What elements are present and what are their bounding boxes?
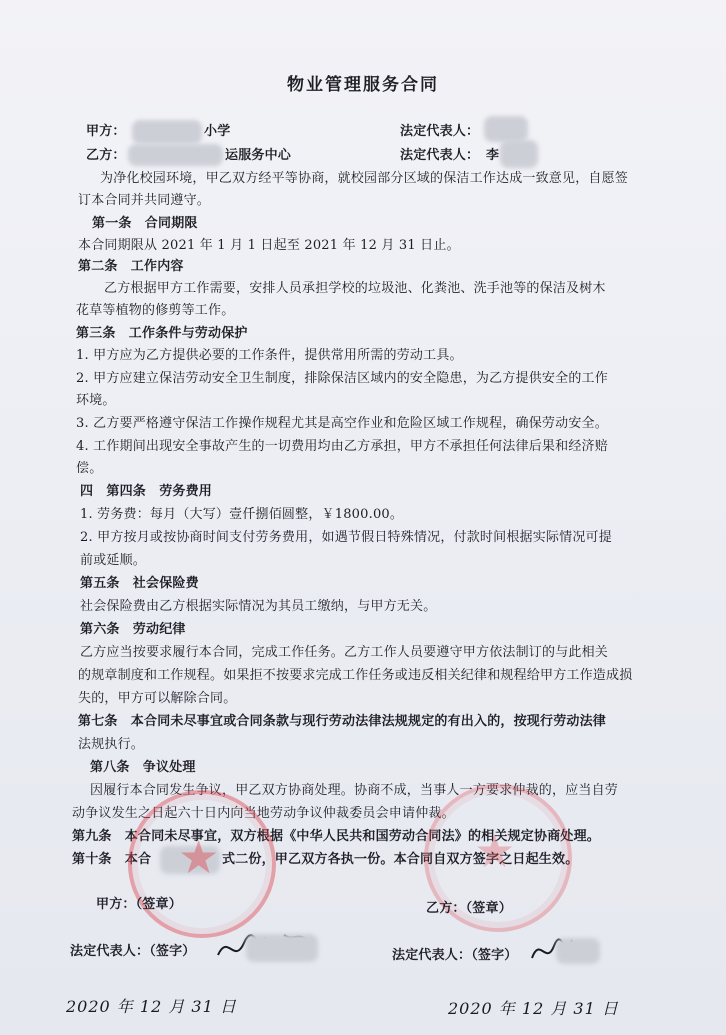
article-line: 2. 甲方应建立保洁劳动安全卫生制度，排除保洁区域内的安全隐患，为乙方提供安全的工作 bbox=[76, 371, 608, 386]
party-a-label: 甲方： bbox=[86, 124, 126, 139]
party-a-name-fragment: 小学 bbox=[204, 124, 231, 139]
article-heading: 第十条 本合 bbox=[72, 852, 152, 867]
document-title: 物业管理服务合同 bbox=[287, 75, 439, 95]
article-line: 前或延顺。 bbox=[80, 553, 147, 568]
article-line: 因履行本合同发生争议，甲乙双方协商处理。协商不成，当事人一方要求仲裁的，应当自劳 bbox=[90, 783, 619, 798]
article-line: 动争议发生之日起六十日内向当地劳动争议仲裁委员会申请仲裁。 bbox=[72, 806, 455, 821]
article-heading: 第七条 本合同未尽事宜或合同条款与现行劳动法律法规规定的有出入的，按现行劳动法律 bbox=[78, 714, 607, 729]
intro-line: 为净化校园环境，甲乙双方经平等协商，就校园部分区域的保洁工作达成一致意见，自愿签 bbox=[100, 171, 629, 186]
article-line: 法规执行。 bbox=[78, 737, 145, 752]
article-line: 1. 甲方应为乙方提供必要的工作条件，提供常用所需的劳动工具。 bbox=[76, 348, 463, 363]
article-line: 环境。 bbox=[76, 393, 116, 408]
article-line: 花草等植物的修剪等工作。 bbox=[76, 303, 235, 318]
party-b-rep-sign-label: 法定代表人：（签字） bbox=[392, 948, 518, 963]
party-a-rep-label: 法定代表人： bbox=[400, 124, 480, 139]
article-line: 失的，甲方可以解除合同。 bbox=[78, 691, 237, 706]
article-line: 乙方应当按要求履行本合同，完成工作任务。乙方工作人员要遵守甲方依法制订的与此相关 bbox=[80, 645, 609, 660]
seal-star-icon: ★ bbox=[474, 824, 516, 878]
party-a-seal-label: 甲方：（签章） bbox=[96, 897, 182, 912]
article-line: 社会保险费由乙方根据实际情况为其员工缴纳，与甲方无关。 bbox=[80, 599, 437, 614]
party-a-sign-date: 2020 年 12 月 31 日 bbox=[66, 997, 237, 1016]
article-heading: 第六条 劳动纪律 bbox=[80, 622, 186, 637]
redaction-blur bbox=[500, 140, 538, 168]
party-a-rep-sign-label: 法定代表人：（签字） bbox=[70, 944, 196, 959]
party-b-sign-date: 2020 年 12 月 31 日 bbox=[448, 999, 619, 1018]
article-line: 的规章制度和工作规程。如果拒不按要求完成工作任务或违反相关纪律和规程给甲方工作造成损 bbox=[78, 668, 633, 683]
article-line: 本合同期限从 2021 年 1 月 1 日起至 2021 年 12 月 31 日止。 bbox=[78, 238, 460, 253]
article-line: 乙方根据甲方工作需要，安排人员承担学校的垃圾池、化粪池、洗手池等的保洁及树木 bbox=[104, 281, 606, 296]
article-line: 4. 工作期间出现安全事故产生的一切费用均由乙方承担，甲方不承担任何法律后果和经济赔 bbox=[76, 439, 608, 454]
party-b-seal-label: 乙方：（签章） bbox=[426, 901, 512, 916]
article-heading: 第二条 工作内容 bbox=[78, 259, 184, 274]
article-heading: 第三条 工作条件与劳动保护 bbox=[76, 326, 248, 341]
article-line: 1. 劳务费：每月（大写）壹仟捌佰圆整，￥1800.00。 bbox=[80, 507, 404, 522]
redaction-blur bbox=[132, 120, 202, 144]
seal-star-icon: ★ bbox=[178, 830, 220, 884]
article-line: 偿。 bbox=[76, 461, 103, 476]
redaction-blur bbox=[484, 116, 528, 142]
party-b-label: 乙方： bbox=[86, 148, 126, 163]
article-line: 3. 乙方要严格遵守保洁工作操作规程尤其是高空作业和危险区域工作规程，确保劳动安全。 bbox=[76, 416, 608, 431]
party-b-rep-label: 法定代表人： bbox=[400, 148, 480, 163]
party-b-rep-fragment: 李 bbox=[486, 148, 500, 163]
party-b-name-fragment: 运服务中心 bbox=[225, 148, 292, 163]
article-heading: 第九条 本合同未尽事宜，双方根据《中华人民共和国劳动合同法》的相关规定协商处理。 bbox=[72, 829, 601, 844]
article-heading: 第五条 社会保险费 bbox=[80, 576, 199, 591]
article-line: 式二份，甲乙双方各执一份。本合同自双方签字之日起生效。 bbox=[222, 852, 579, 867]
article-heading: 四 第四条 劳务费用 bbox=[80, 484, 213, 499]
redaction-blur bbox=[556, 938, 600, 964]
party-a-seal bbox=[128, 790, 276, 938]
article-heading: 第一条 合同期限 bbox=[92, 216, 198, 231]
article-heading: 第八条 争议处理 bbox=[90, 760, 196, 775]
redaction-blur bbox=[246, 934, 318, 962]
redaction-blur bbox=[128, 144, 223, 166]
intro-line: 订本合同并共同遵守。 bbox=[78, 193, 211, 208]
article-line: 2. 甲方按月或按协商时间支付劳务费用，如遇节假日特殊情况，付款时间根据实际情况可提 bbox=[80, 530, 612, 545]
